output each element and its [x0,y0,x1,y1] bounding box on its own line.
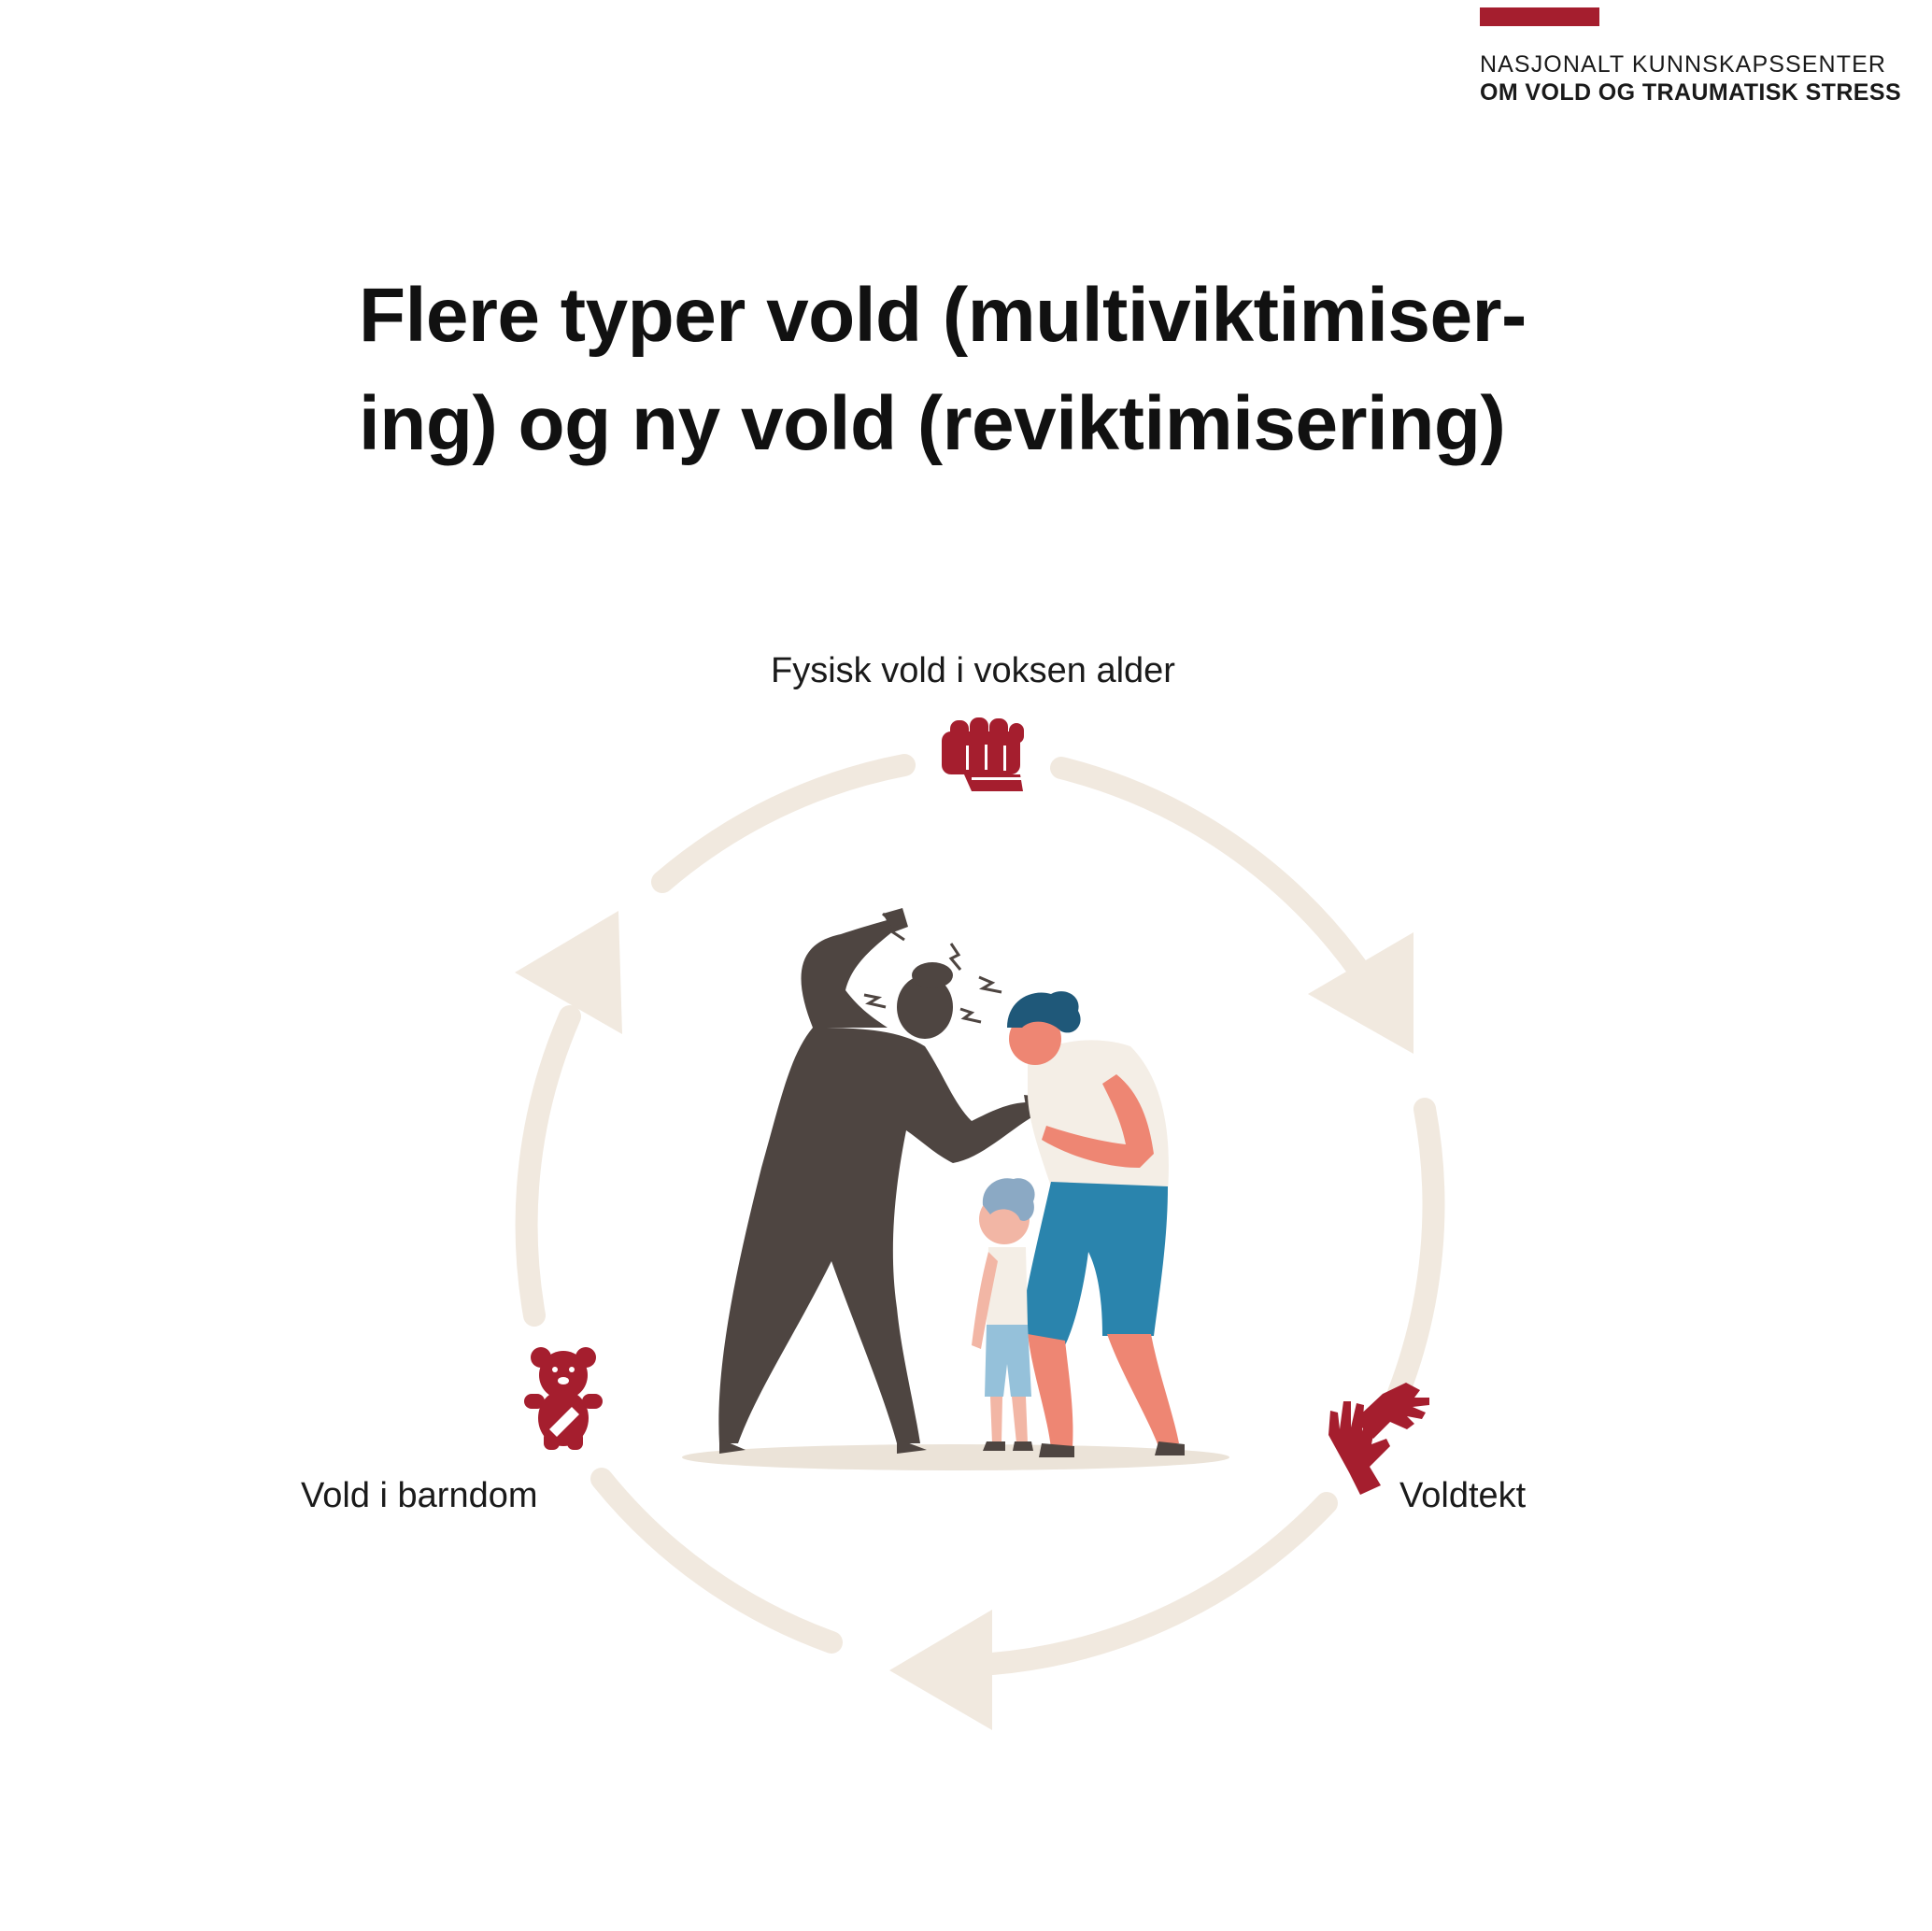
cycle-arc-bottom-left [602,1479,831,1642]
arrowhead-bottom [889,1610,992,1730]
label-physical-violence-adult: Fysisk vold i voksen alder [771,651,1175,690]
cycle-arc-bottom-right [992,1503,1327,1664]
violence-illustration [682,908,1229,1470]
cycle-arc-top-left [662,765,904,882]
arrowhead-right [1308,932,1413,1054]
fist-icon [942,717,1024,791]
logo-text-line2: OM VOLD OG TRAUMATISK STRESS [1480,79,1902,106]
title-line1: Flere typer vold (multiviktimiser- [359,273,1527,358]
child-figure [972,1178,1035,1451]
label-violence-childhood: Vold i barndom [301,1476,538,1515]
cycle-arc-top-right [1061,768,1359,971]
cycle-arc-right [1399,1109,1433,1393]
label-rape: Voldtekt [1399,1476,1527,1515]
logo-text-line1: NASJONALT KUNNSKAPSSENTER [1480,51,1887,78]
teddy-bear-icon [524,1347,603,1450]
victim-figure [1007,991,1185,1457]
cycle-arc-left [527,1016,570,1315]
cycle-arrowheads [515,911,1413,1730]
ground-shadow [682,1444,1229,1470]
title-line2: ing) og ny vold (reviktimisering) [359,381,1506,466]
